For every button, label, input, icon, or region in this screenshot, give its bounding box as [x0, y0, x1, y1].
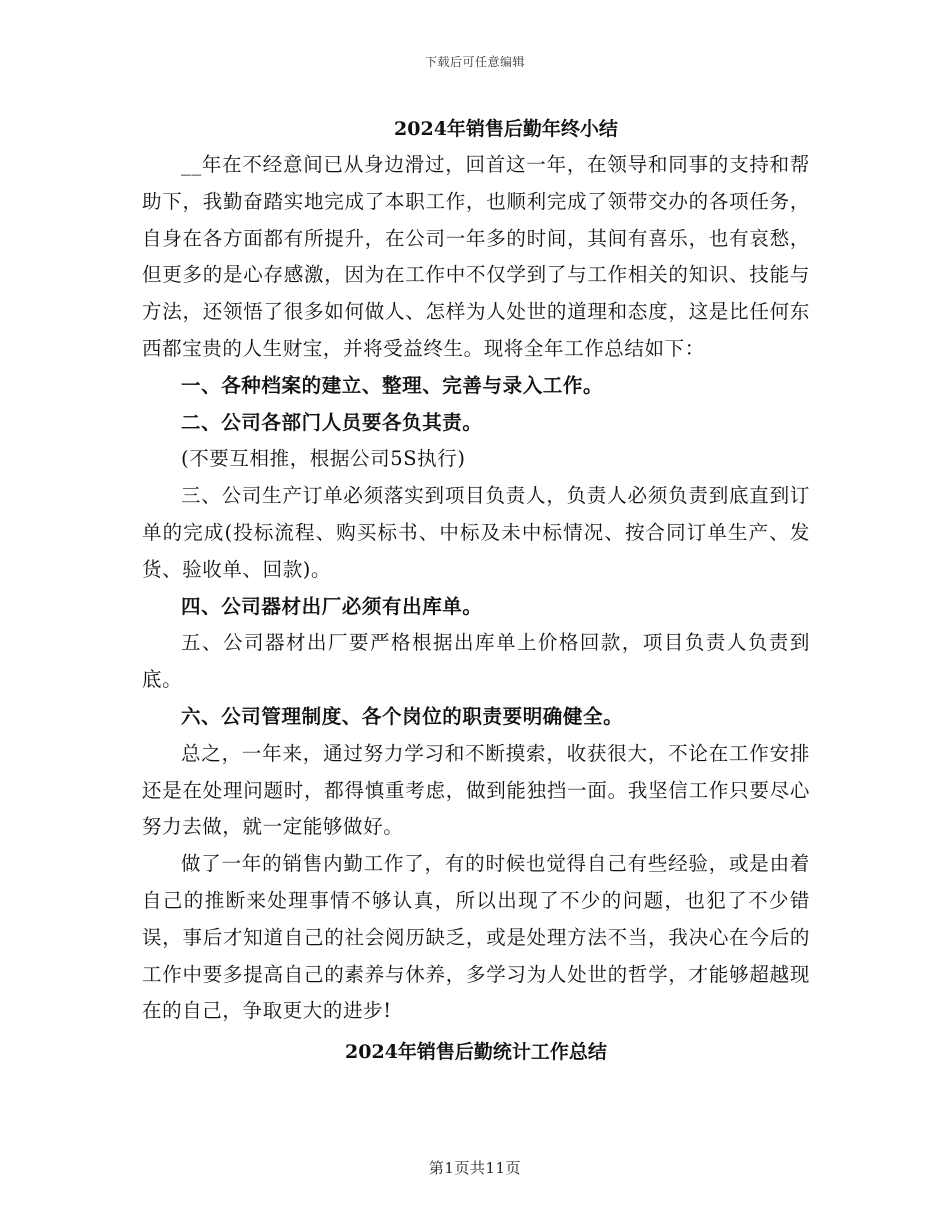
- document-body: [142, 111, 810, 1070]
- page-number: 第1页共11页: [428, 1159, 522, 1177]
- intro-paragraph: __年在不经意间已从身边滑过，回首这一年，在领导和同事的支持和帮助下，我勤奋踏实地完成了本职工作，也顺利完成了领带交办的各项任务，自身在各方面都有所提升，在公司一年多的时间，其间有喜乐，也有哀愁，但更多的是心存感激，因为在工作中不仅学到了与工作相关的知识、技能与方法，还领悟了很多如何做人、怎样为人处世的道理和态度，这是比任何东西都宝贵的人生财宝，并将受益终生。现将全年工作总结如下：: [142, 153, 810, 360]
- summary-paragraph: 总之，一年来，通过努力学习和不断摸索，收获很大，不论在工作安排还是在处理问题时，都得慎重考虑，做到能独挡一面。我坚信工作只要尽心努力去做，就一定能够做好。: [142, 741, 810, 839]
- item-6-heading: 六、公司管理制度、各个岗位的职责要明确健全。: [181, 704, 624, 728]
- document-title: 2024年销售后勤年终小结: [394, 118, 618, 140]
- header-note: 下载后可任意编辑: [424, 55, 525, 69]
- reflection-paragraph: 做了一年的销售内勤工作了，有的时候也觉得自己有些经验，或是由着自己的推断来处理事情不够认真，所以出现了不少的问题，也犯了不少错误，事后才知道自己的社会阅历缺乏，或是处理方法不当，我决心在今后的工作中要多提高自己的素养与休养，多学习为人处世的哲学，才能够超越现在的自己，争取更大的进步!: [142, 852, 810, 1023]
- item-2-heading: 二、公司各部门人员要各负其责。: [181, 410, 483, 434]
- next-section-title: 2024年销售后勤统计工作总结: [345, 1041, 607, 1064]
- item-5-paragraph: 五、公司器材出厂要严格根据出库单上价格回款，项目负责人负责到底。: [142, 631, 810, 692]
- item-2-note: (不要互相推，根据公司5S执行): [181, 447, 466, 471]
- item-1-heading: 一、各种档案的建立、整理、完善与录入工作。: [181, 373, 604, 397]
- item-3-paragraph: 三、公司生产订单必须落实到项目负责人，负责人必须负责到底直到订单的完成(投标流程、购买标书、中标及未中标情况、按合同订单生产、发货、验收单、回款)。: [142, 484, 810, 581]
- item-4-heading: 四、公司器材出厂必须有出库单。: [181, 594, 483, 618]
